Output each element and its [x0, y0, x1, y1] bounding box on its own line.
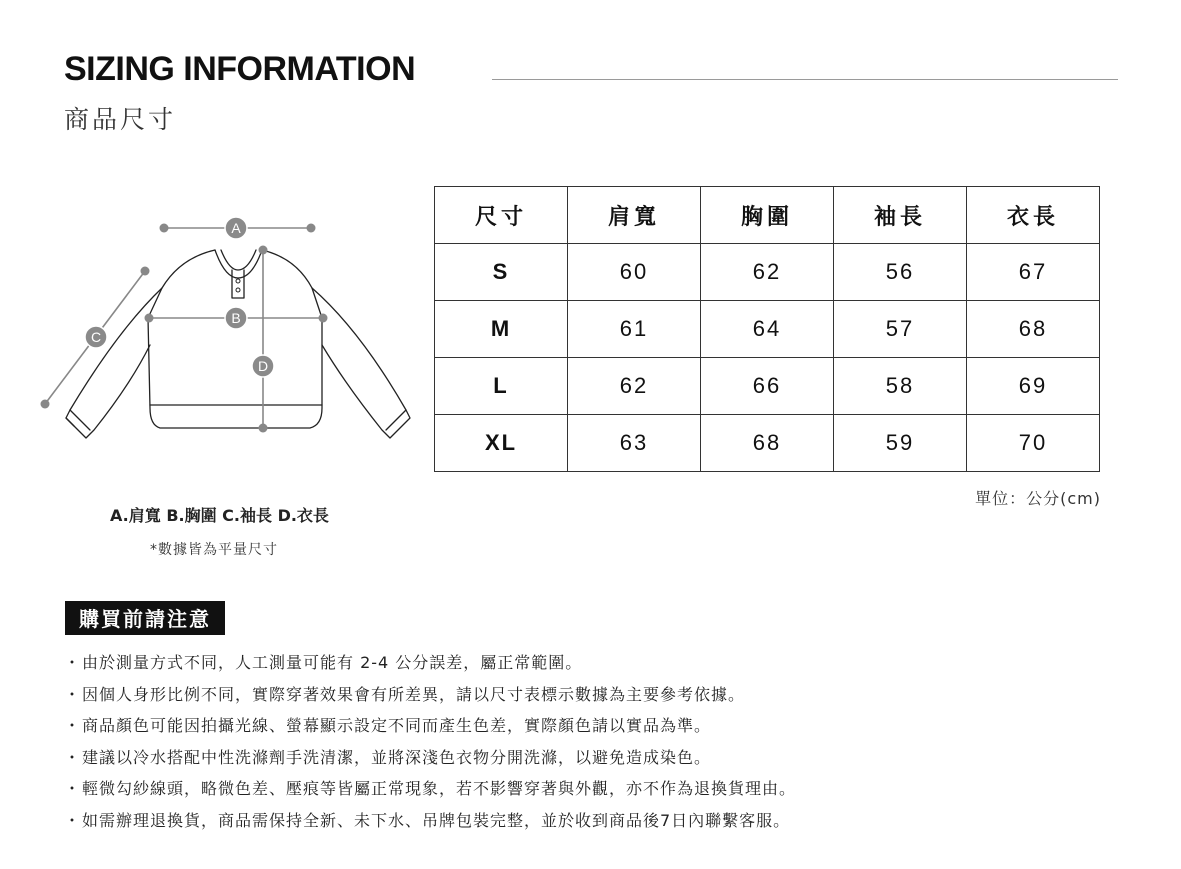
sleeve-cell: 56 [834, 244, 967, 301]
header-chest: 胸圍 [701, 187, 834, 244]
bullet: ・ [64, 716, 82, 735]
bullet: ・ [64, 653, 82, 672]
notice-text: 商品顏色可能因拍攝光線、螢幕顯示設定不同而產生色差，實際顏色請以實品為準。 [82, 716, 712, 735]
size-table-header-row [435, 187, 1100, 244]
marker-B [225, 307, 247, 329]
bullet: ・ [64, 747, 82, 767]
measurement-endpoints [41, 224, 328, 433]
notice-text: 因個人身形比例不同，實際穿著效果會有所差異，請以尺寸表標示數據為主要參考依據。 [82, 684, 746, 704]
shoulder-cell: 61 [568, 301, 701, 358]
sweater-measurement-diagram [40, 210, 420, 450]
list-item [64, 810, 796, 842]
measurement-lines [45, 228, 323, 428]
shoulder-cell: 63 [568, 415, 701, 472]
marker-D [252, 355, 274, 377]
table-row [435, 415, 1100, 472]
shoulder-cell: 60 [568, 244, 701, 301]
length-cell: 69 [967, 358, 1100, 415]
length-cell: 70 [967, 415, 1100, 472]
svg-text:B: B [231, 310, 241, 326]
size-cell: XL [435, 415, 568, 472]
marker-A [225, 217, 247, 239]
notice-text: 建議以冷水搭配中性洗滌劑手洗清潔，並將深淺色衣物分開洗滌，以避免造成染色。 [82, 747, 712, 767]
notice-heading: 購買前請注意 [65, 601, 225, 635]
bullet: ・ [64, 779, 82, 798]
chest-cell: 64 [701, 301, 834, 358]
bullet: ・ [64, 810, 82, 830]
list-item [64, 747, 796, 779]
svg-text:D: D [257, 358, 269, 374]
unit-label: 單位：公分(cm) [975, 489, 1101, 508]
list-item [64, 715, 796, 747]
length-cell: 67 [967, 244, 1100, 301]
chest-cell: 68 [701, 415, 834, 472]
svg-text:A: A [231, 220, 241, 236]
chest-cell: 62 [701, 244, 834, 301]
notice-text: 如需辦理退換貨，商品需保持全新、未下水、吊牌包裝完整，並於收到商品後7日內聯繫客服。 [82, 810, 791, 830]
chest-cell: 66 [701, 358, 834, 415]
shoulder-cell: 62 [568, 358, 701, 415]
size-cell: M [435, 301, 568, 358]
placket-buttons [236, 279, 240, 292]
flat-measure-footnote: *數據皆為平量尺寸 [150, 542, 278, 558]
table-row [435, 244, 1100, 301]
header-size: 尺寸 [435, 187, 568, 244]
header-length: 衣長 [967, 187, 1100, 244]
sleeve-cell: 58 [834, 358, 967, 415]
page-title-en: SIZING INFORMATION [64, 50, 416, 88]
header-shoulder: 肩寬 [568, 187, 701, 244]
sleeve-cell: 59 [834, 415, 967, 472]
size-cell: L [435, 358, 568, 415]
marker-C [85, 326, 107, 348]
list-item [64, 778, 796, 810]
table-row [435, 358, 1100, 415]
notice-text: 輕微勾紗線頭，略微色差、壓痕等皆屬正常現象，若不影響穿著與外觀，亦不作為退換貨理由。 [82, 779, 797, 798]
page-title-zh: 商品尺寸 [64, 105, 177, 134]
header-sleeve: 袖長 [834, 187, 967, 244]
list-item [64, 652, 796, 684]
length-cell: 68 [967, 301, 1100, 358]
notice-text: 由於測量方式不同，人工測量可能有 2-4 公分誤差，屬正常範圍。 [82, 653, 583, 672]
svg-text:C: C [90, 329, 102, 345]
title-divider [492, 79, 1118, 80]
notice-list [64, 652, 796, 841]
size-cell: S [435, 244, 568, 301]
size-table [434, 186, 1100, 472]
bullet: ・ [64, 684, 82, 704]
sweater-outline [66, 250, 410, 438]
measurement-legend: A.肩寬 B.胸圍 C.袖長 D.衣長 [110, 506, 329, 525]
sleeve-cell: 57 [834, 301, 967, 358]
table-row [435, 301, 1100, 358]
list-item [64, 684, 796, 716]
